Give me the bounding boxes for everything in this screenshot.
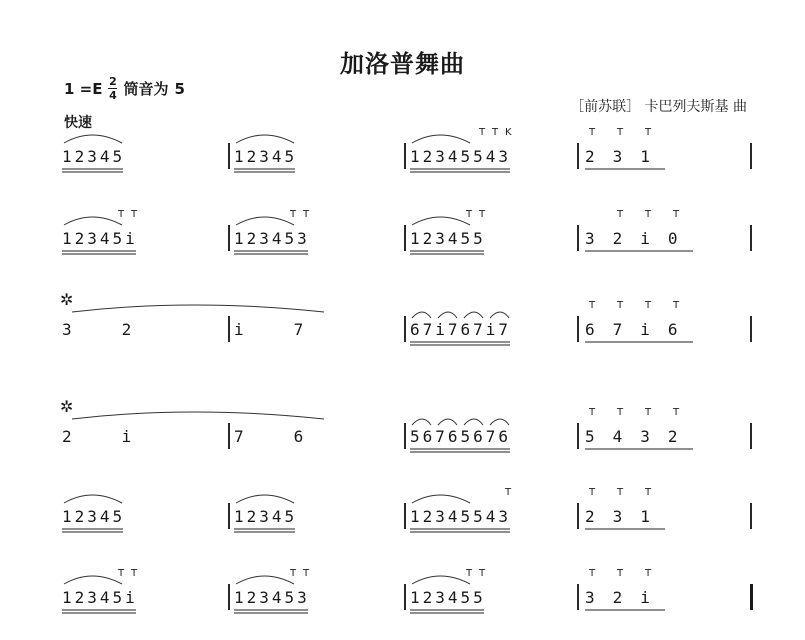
barline (404, 225, 406, 251)
tongue-mark: T (617, 487, 624, 498)
slur-arc (236, 495, 294, 503)
measure-notes: 12345543 (410, 147, 512, 166)
measure-notes: 67i767i7 (410, 320, 512, 339)
tongue-mark: T (290, 209, 297, 220)
tongue-mark: T (118, 209, 125, 220)
slur-arc (412, 217, 470, 225)
final-barline (750, 584, 753, 610)
tongue-mark: T (303, 209, 310, 220)
slur-arc (464, 419, 483, 425)
barline (228, 225, 230, 251)
measure-notes: 32i0 (585, 229, 696, 248)
song-title: 加洛普舞曲 (340, 50, 465, 78)
tongue-mark: T (505, 487, 512, 498)
barline (750, 143, 752, 169)
barline (577, 503, 579, 529)
tongue-mark: T (131, 209, 138, 220)
tongue-mark: T (645, 209, 652, 220)
tongue-mark: T (617, 209, 624, 220)
slur-arc (64, 217, 122, 225)
tuning-label: 筒音为 (123, 80, 169, 98)
barline (404, 584, 406, 610)
key-signature: 1 =E (64, 79, 103, 98)
tongue-mark: T (290, 568, 297, 579)
tongue-mark: T (645, 300, 652, 311)
measure-notes: 5432 (585, 427, 696, 446)
barline (228, 316, 230, 342)
tongue-mark: T (492, 127, 499, 138)
segno-sign: ✲ (60, 290, 74, 309)
tongue-mark: T (617, 407, 624, 418)
slur-arc (412, 495, 470, 503)
tongue-mark: T (617, 568, 624, 579)
tongue-mark: T (645, 487, 652, 498)
slur-arc (236, 576, 294, 584)
tongue-mark: T (303, 568, 310, 579)
measure-notes: 76 (234, 427, 354, 446)
tongue-mark: T (617, 300, 624, 311)
measure-notes: 32 (62, 320, 182, 339)
tongue-mark: T (589, 568, 596, 579)
slur-arc (72, 305, 324, 312)
tongue-mark: T (479, 209, 486, 220)
barline (577, 225, 579, 251)
measure-notes: 123453 (234, 229, 310, 248)
slur-arc (464, 312, 483, 318)
slur-arc (64, 495, 122, 503)
measure-notes: 56765676 (410, 427, 512, 446)
barline (228, 503, 230, 529)
tongue-mark: T (589, 300, 596, 311)
slur-arc (438, 419, 457, 425)
measure-notes: 12345 (62, 507, 126, 526)
measure-notes: 123455 (410, 229, 486, 248)
tongue-mark: T (617, 127, 624, 138)
tongue-mark: T (118, 568, 125, 579)
slur-arc (64, 576, 122, 584)
barline (404, 143, 406, 169)
tongue-mark: T (589, 407, 596, 418)
tongue-mark: T (479, 568, 486, 579)
composer-credit: ［前苏联］ 卡巴列夫斯基 曲 (570, 99, 747, 115)
tongue-mark: T (673, 209, 680, 220)
barline (577, 423, 579, 449)
tongue-mark: T (673, 300, 680, 311)
barline (577, 143, 579, 169)
slur-arc (236, 135, 294, 143)
measure-notes: 12345 (234, 147, 298, 166)
barline (577, 584, 579, 610)
time-signature-bottom: 4 (109, 89, 117, 102)
slur-arc (438, 312, 457, 318)
barline (228, 143, 230, 169)
measure-notes: 12345i (62, 588, 138, 607)
slur-arc (412, 419, 431, 425)
tongue-mark: T (131, 568, 138, 579)
barline (750, 423, 752, 449)
measure-notes: 32i (585, 588, 668, 607)
slur-arc (236, 217, 294, 225)
slur-arc (64, 135, 122, 143)
measure-notes: 12345 (234, 507, 298, 526)
tongue-mark: T (645, 127, 652, 138)
measure-notes: 12345i (62, 229, 138, 248)
measure-notes: 2i (62, 427, 182, 446)
measure-notes: 231 (585, 507, 668, 526)
key-info (64, 76, 185, 101)
tongue-mark: K (505, 127, 512, 138)
slur-arc (72, 412, 324, 419)
measure-notes: i7 (234, 320, 354, 339)
segno-sign: ✲ (60, 397, 74, 416)
slur-arc (412, 576, 470, 584)
slur-arc (412, 312, 431, 318)
barline (228, 584, 230, 610)
tongue-mark: T (479, 127, 486, 138)
measure-notes: 123453 (234, 588, 310, 607)
barline (750, 225, 752, 251)
tongue-mark: T (589, 127, 596, 138)
tongue-mark: T (466, 209, 473, 220)
time-signature-top: 2 (109, 75, 117, 88)
tongue-mark: T (645, 568, 652, 579)
tongue-mark: T (466, 568, 473, 579)
barline (750, 503, 752, 529)
barline (750, 316, 752, 342)
measure-notes: 12345 (62, 147, 126, 166)
measure-notes: 12345543 (410, 507, 512, 526)
tongue-mark: T (673, 407, 680, 418)
barline (404, 316, 406, 342)
slur-arc (490, 312, 509, 318)
time-signature (108, 76, 117, 101)
barline (404, 423, 406, 449)
slur-arc (490, 419, 509, 425)
measure-notes: 67i6 (585, 320, 696, 339)
barline (404, 503, 406, 529)
measure-notes: 123455 (410, 588, 486, 607)
tempo-marking: 快速 (64, 115, 92, 131)
barline (228, 423, 230, 449)
barline (577, 316, 579, 342)
tuning-note: 5 (174, 79, 185, 98)
tongue-mark: T (645, 407, 652, 418)
tongue-mark: T (589, 487, 596, 498)
measure-notes: 231 (585, 147, 668, 166)
slur-arc (412, 135, 470, 143)
